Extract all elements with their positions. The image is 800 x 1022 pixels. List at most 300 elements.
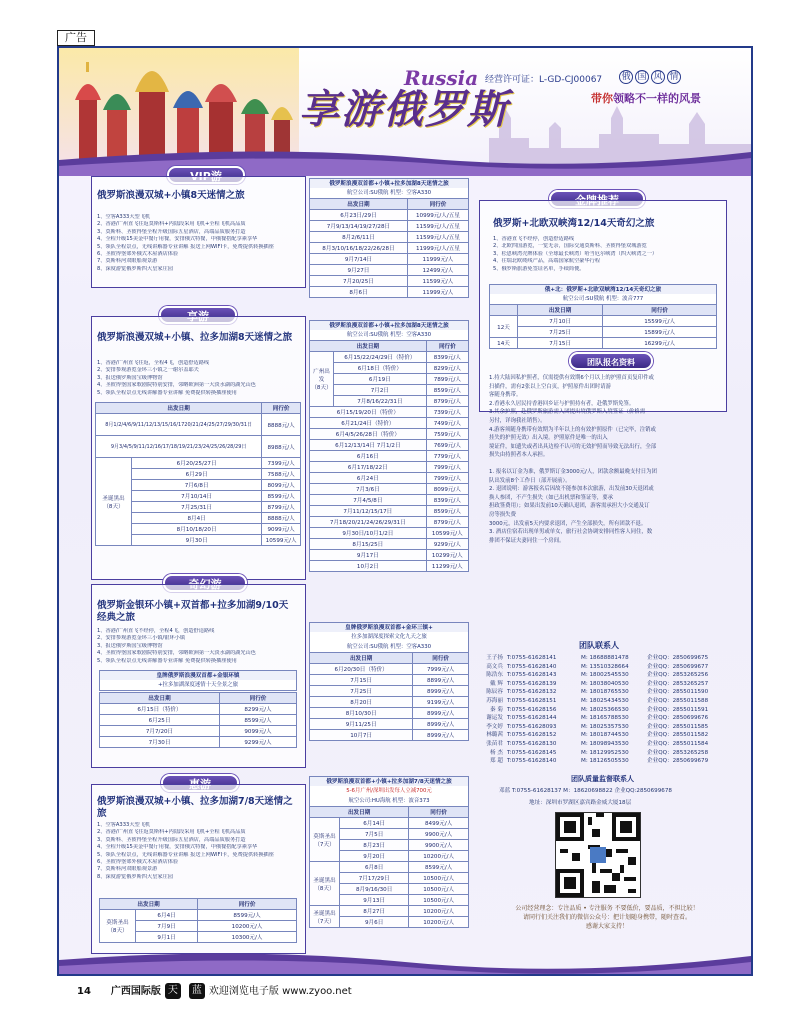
contact-row	[479, 680, 708, 689]
table-cell: 10200元/人	[409, 906, 469, 917]
qc-title: 团队质量监督联系人	[571, 775, 634, 783]
table-cell: 7月9日	[136, 921, 198, 932]
title-russia: Russia	[404, 66, 479, 90]
gold-bullets	[493, 236, 721, 273]
text-line: 客随身携带。	[489, 392, 522, 399]
text-line: M: 18025434530	[581, 697, 629, 704]
text-line: 2、安排参观游览金环三小镇/银环小镇	[97, 635, 186, 642]
table-cell: 9199元/人	[413, 697, 469, 708]
vip-title: 俄罗斯浪漫双城+小镇8天迷情之旅	[97, 190, 245, 201]
table-row	[310, 221, 469, 232]
text-line: 企业QQ：2850699677	[647, 663, 709, 670]
text-line: 4、圣彼得堡国家歌剧院特别安排，邻略欧洲第一大淡水湖的湖光山色	[97, 382, 256, 389]
advertisement-page	[57, 46, 753, 976]
qihuan-table-title: 皇牌俄罗斯浪漫双首都+金银环镇	[99, 670, 297, 682]
text-line: 3、报送俄罗斯国宝级博物馆	[97, 642, 163, 649]
table-row	[310, 550, 469, 561]
contact-row	[479, 740, 708, 749]
text-line: M: 18688881478	[581, 655, 629, 661]
license-number: 经营许可证：L-GD-CJ00067	[485, 75, 603, 85]
table-cell: 9099元/人	[262, 524, 301, 535]
table-cell: 8399元/人	[426, 495, 468, 506]
table-cell: 9月20日	[340, 851, 409, 862]
table-cell: 8月23日	[340, 840, 409, 851]
qihuan-price-table	[99, 692, 297, 748]
table-cell: 7588元/人	[262, 469, 301, 480]
text-line: T:0755-61628139	[507, 680, 557, 687]
table-cell: 6月16日	[310, 451, 427, 462]
text-line	[489, 460, 725, 468]
table-cell: 同行价	[198, 899, 297, 910]
table-cell: 6月4日	[136, 910, 198, 921]
text-line: M: 18129952530	[581, 749, 629, 756]
text-line: 1、香港/广州直飞不经停，全程4飞，创造舒适路线	[97, 628, 215, 634]
text-line: 企业QQ：2853265258	[647, 749, 709, 756]
text-line: M: 13510328664	[581, 663, 629, 670]
table-cell: 7月20/25日	[310, 276, 408, 287]
hui-bullets	[97, 822, 301, 881]
text-line: 陈浩东	[486, 672, 503, 679]
table-cell: 同行价	[426, 341, 468, 352]
table-cell: 7月7/20日	[100, 726, 220, 737]
table-cell: 8月15/25日	[310, 539, 427, 550]
text-line: 扫描件，需有2张以上空白页，护照原件出团时请游	[489, 383, 612, 390]
table-cell: 7月15日	[310, 675, 413, 686]
contact-row	[479, 663, 708, 672]
table-cell: 圣诞黑出 （8天）	[96, 458, 132, 546]
table-cell: 7月17/29日	[340, 873, 409, 884]
table-cell: 11599元/人	[407, 276, 468, 287]
vip-bullets	[97, 214, 301, 273]
text-line: 企业QQ：2855011584	[647, 740, 709, 747]
badge-char: 风	[651, 70, 665, 84]
table-cell: 7月2日	[334, 385, 427, 396]
text-line: T:0755-61628093	[507, 723, 557, 730]
text-line: T:0755-61628144	[507, 715, 557, 722]
table-cell: 7399元/人	[262, 458, 301, 469]
table-cell: 10299元/人	[426, 550, 468, 561]
table-cell: 11999元/人	[407, 287, 468, 298]
xiang-price-table	[95, 402, 301, 546]
table-cell: 9月17日	[310, 550, 427, 561]
table-cell: 11599元/人/五星	[407, 221, 468, 232]
table-cell: 8899元/人	[413, 675, 469, 686]
table-cell: 6月4/5/26/28日（特价）	[310, 429, 427, 440]
table-cell: 8月20日	[310, 697, 413, 708]
table-row	[310, 374, 469, 385]
table-cell: 10200元/人	[198, 921, 297, 932]
rt3-price-table	[309, 806, 469, 928]
table-cell: 8099元/人	[262, 480, 301, 491]
table-row	[310, 517, 469, 528]
table-cell: 8999元/人	[413, 730, 469, 741]
rt3-title: 俄罗斯浪漫双首都+小镇+拉多加湖7/8天迷情之旅	[309, 776, 469, 788]
table-row	[310, 363, 469, 374]
vip-table-sub: 航空公司:SU俄航 机型：空客A330	[309, 188, 469, 199]
website-link[interactable]: 欢迎浏览电子版 www.zyoo.net	[208, 986, 352, 997]
table-cell: 9月11/25日	[310, 719, 413, 730]
table-row	[310, 341, 469, 352]
bullet: 2、香港/广州直飞往返莫斯科+内陆段采用飞机+全程飞机高品质	[97, 221, 246, 228]
address: 地址：深圳市罗湖区嘉宾路金威大厦18层	[529, 800, 632, 806]
table-cell: 6月20/25/27日	[132, 458, 262, 469]
hui-price-table	[99, 898, 297, 943]
info-tag: 团队报名资料	[569, 352, 653, 370]
table-cell: 7月10/14日	[132, 491, 262, 502]
text-line: 1. 报名以订金为准，俄罗斯订金3000元/人，团款余额最晚支付日为团	[489, 468, 657, 475]
table-cell: 7月25/31日	[132, 502, 262, 513]
table-row	[310, 385, 469, 396]
table-row	[310, 462, 469, 473]
table-row	[490, 338, 717, 349]
bullet: 1、空客A333大型飞机	[97, 214, 151, 220]
table-cell: 同行价	[603, 305, 717, 316]
table-cell: 7月25日	[518, 327, 603, 338]
text-line: 4、全程升级15美金中餐厅用餐，安排俄式特餐，中俄餐搭配享素享华	[97, 844, 258, 851]
col-header: 出发日期	[310, 199, 408, 210]
table-row	[310, 199, 469, 210]
bullet: 6、圣彼得堡郊外俄式木屋酒店体验	[97, 251, 179, 258]
text-line: M: 18165788530	[581, 715, 629, 722]
text-line: 3. 酒店住宿若出现单男或单女，旅行社会协调安排同性客人同住，数	[489, 529, 653, 536]
table-row	[310, 473, 469, 484]
table-row	[310, 719, 469, 730]
text-line: 挂失的护照无效）出入境。护照原件是唯一的出入	[489, 435, 608, 442]
text-line: T:0755-61628143	[507, 672, 557, 679]
table-cell: 7月4/5/8日	[310, 495, 427, 506]
text-line: 李文婷	[486, 723, 503, 730]
table-row	[100, 704, 297, 715]
table-cell: 出发日期	[100, 693, 220, 704]
text-line: M: 18126505530	[581, 758, 629, 765]
table-cell: 8月4日	[132, 513, 262, 524]
text-line: T:0755-61628152	[507, 732, 557, 739]
logo-tian: 天	[165, 983, 181, 999]
gold-price-table	[489, 304, 717, 349]
table-cell: 7399元/人	[426, 407, 468, 418]
text-line: 郑 超	[490, 758, 503, 765]
bullet: 7、莫斯科河双眼船观景游	[97, 258, 158, 265]
table-cell: 8599元/人	[426, 506, 468, 517]
table-cell: 同行价	[413, 653, 469, 664]
table-cell: 9月13日	[340, 895, 409, 906]
text-line: M: 18002545530	[581, 672, 629, 679]
text-line: 戴 辉	[490, 680, 503, 687]
table-row	[100, 715, 297, 726]
ad-label: 广告	[57, 30, 95, 46]
table-cell: 8299元/人	[220, 704, 297, 715]
table-row	[310, 265, 469, 276]
gold-title: 俄罗斯+北欧双峡湾12/14天奇幻之旅	[493, 218, 655, 229]
table-cell: 11999元/人	[407, 254, 468, 265]
table-cell: 7月3/6日	[310, 484, 427, 495]
text-line: T:0755-61628151	[507, 697, 557, 704]
table-cell: 8599元/人	[426, 385, 468, 396]
text-line: 7、莫斯科河双眼船观景游	[97, 866, 158, 873]
table-cell: 8月10/30日	[310, 708, 413, 719]
text-line: 5、领队全程景点，无线讲解器专业讲解 报送上网WIFI卡，免费提供转换插座	[97, 851, 274, 858]
text-line: 企业QQ：2855011582	[647, 732, 709, 739]
text-line: 1、空客A333大型飞机	[97, 822, 151, 828]
table-row	[310, 862, 469, 873]
table-cell: 6月17/18/22日	[310, 462, 427, 473]
gold-table-title: 俄+北：俄罗斯+北欧双峡湾12/14天奇幻之旅	[489, 284, 717, 296]
table-cell: 7999元/人	[426, 462, 468, 473]
table-cell: 7499元/人	[426, 418, 468, 429]
table-cell: 8999元/人	[413, 708, 469, 719]
page-title: 享游俄罗斯	[299, 86, 509, 133]
table-cell: 10500元/人	[409, 884, 469, 895]
table-cell: 8499元/人	[409, 818, 469, 829]
table-row	[310, 686, 469, 697]
table-cell: 6月24日	[310, 473, 427, 484]
table-cell: 12499元/人	[407, 265, 468, 276]
table-row	[310, 730, 469, 741]
table-cell: 7999元/人	[413, 664, 469, 675]
rt3-title2: 5-6月广州/深圳出发每人立减700元	[309, 786, 469, 797]
table-row	[310, 528, 469, 539]
table-row	[310, 276, 469, 287]
table-row	[490, 327, 717, 338]
text-line: 林璐茜	[486, 732, 503, 739]
table-row	[310, 818, 469, 829]
table-cell: 16299元/人	[603, 338, 717, 349]
table-cell: 6月15/19/20日（特价）	[310, 407, 427, 418]
table-cell: 广州出发 （8天）	[310, 352, 334, 407]
table-row	[310, 407, 469, 418]
table-row	[310, 287, 469, 298]
badge-char: 情	[667, 70, 681, 84]
table-cell: 8999元/人	[413, 686, 469, 697]
table-row	[100, 693, 297, 704]
table-row	[310, 418, 469, 429]
qihuan-title: 俄罗斯金银环小镇+双首都+拉多加湖9/10天经典之旅	[97, 600, 289, 623]
text-line: 房等损失费	[489, 511, 516, 518]
table-cell: 7799元/人	[426, 451, 468, 462]
text-line: 企业QQ：2853265256	[647, 672, 709, 679]
text-line: 企业QQ：2853265257	[647, 680, 709, 687]
text-line: 队出发前8个工作日（部开展前）。	[489, 477, 571, 484]
badge-char: 俄	[619, 70, 633, 84]
table-cell: 8099元/人	[426, 484, 468, 495]
text-line: T:0755-61628156	[507, 706, 557, 713]
text-line: T:0755-61628132	[507, 689, 557, 696]
text-line: 5、领队全程景点无线讲解器专业讲解 免费提供转换插座使用	[97, 389, 237, 396]
table-row	[96, 436, 301, 458]
text-line: 5、俄罗斯旅游免签证名单，手续简便。	[493, 265, 585, 272]
table-cell: 6月21/24日（特价）	[310, 418, 427, 429]
table-cell: 7599元/人	[426, 429, 468, 440]
table-cell: 6月29日	[132, 469, 262, 480]
info-text	[489, 374, 725, 545]
table-row	[310, 484, 469, 495]
qc-contact: 邓蓝 T:0755-61628137 M：18620698822 企业QQ:2850699678	[499, 788, 672, 794]
text-line: 高文兵	[486, 663, 503, 670]
table-cell: 6月18日（特价）	[334, 363, 427, 374]
rt2-price-table	[309, 652, 469, 741]
company-motto: 公司经营理念：专注品质 • 专注服务 不要低价，要品质，不担比较！ 请同行们关注我们的微信公众号：把计划随身携带，随时查看。 感谢大家支持！	[515, 905, 699, 930]
text-line: 2. 退团说明：游客报名后因故不能参加本次旅游，出发前30天退团或	[489, 486, 654, 493]
text-line: 境证件，如遗失或者出具边检不认可的无效护照而导致无法出行，全部	[489, 443, 657, 450]
table-cell: 12天	[490, 316, 518, 338]
table-cell: 8999元/人	[413, 719, 469, 730]
table-cell: 8月3/10/16/18/22/26/28日	[310, 243, 408, 254]
table-cell: 7月6/8日	[132, 480, 262, 491]
text-line: 3000元，出发前5天内要求退团，产生全部损失，所有团款不退。	[489, 520, 647, 527]
table-cell: 7899元/人	[426, 374, 468, 385]
table-row	[310, 495, 469, 506]
table-cell: 6月15/22/24/29日（特价）	[334, 352, 427, 363]
table-row	[100, 899, 297, 910]
table-cell: 7月8/16/22/31日	[334, 396, 427, 407]
table-cell	[490, 305, 518, 316]
text-line: T:0755-61628140	[507, 663, 557, 670]
table-cell: 6月15日（特价）	[100, 704, 220, 715]
table-cell: 10200元/人	[409, 917, 469, 928]
text-line: M: 18038040530	[581, 680, 629, 687]
table-cell: 10599元/人	[262, 535, 301, 546]
text-line: 3、松恩峡湾壳牌体验（全球最长峡湾）哈当厄尔峡湾（四大峡湾之一）	[493, 250, 658, 257]
text-line: 张苗君	[486, 740, 503, 747]
page-number: 14	[77, 986, 91, 997]
table-row	[96, 414, 301, 436]
table-cell: 同行价	[409, 807, 469, 818]
table-cell: 9299元/人	[220, 737, 297, 748]
xiang-title: 俄罗斯浪漫双城+小镇、拉多加湖8天迷情之旅	[97, 332, 293, 343]
hui-title: 俄罗斯浪漫双城+小镇、拉多加湖7/8天迷情之旅	[97, 796, 293, 819]
text-line: 1、香港直飞不经停，创造舒适路线	[493, 236, 575, 242]
table-cell: 莫斯圣出 （8天）	[100, 910, 136, 943]
text-line: 4、圣彼得堡国家歌剧院特别安排，邻略欧洲第一大淡水湖的湖光山色	[97, 650, 256, 657]
table-cell: 9月6日	[340, 917, 409, 928]
contact-row	[479, 697, 708, 706]
table-cell: 8399元/人	[426, 352, 468, 363]
table-cell: 7月15日	[518, 338, 603, 349]
table-cell: 8799元/人	[426, 396, 468, 407]
bottom-wave-decoration	[59, 948, 751, 976]
table-row	[96, 403, 301, 414]
text-line: 企业QQ：2855011590	[647, 689, 709, 696]
text-line: 3、莫斯科、圣彼得堡全程升级国际五星酒店，高端品质服务打造	[97, 836, 246, 843]
contacts-list	[479, 654, 708, 766]
vip-price-table	[309, 198, 469, 298]
table-cell: 10500元/人	[409, 873, 469, 884]
table-row	[310, 906, 469, 917]
bullet: 4、全程升级15美金中餐厅用餐，安排俄式特餐，中俄餐搭配享素享华	[97, 236, 258, 243]
center-price-table	[309, 340, 469, 572]
national-style-badges	[619, 70, 683, 84]
rt2-sub: 航空公司:SU俄航 机型：空客A330	[309, 642, 469, 653]
text-line: 企业QQ：2850699676	[647, 715, 709, 722]
bullet: 3、莫斯科、圣彼得堡全程升级国际五星酒店，高端品质服务打造	[97, 228, 246, 235]
contact-row	[479, 731, 708, 740]
text-line: 8、深度游览俄罗斯四大皇家庄园	[97, 873, 173, 880]
table-cell: 6月14日	[340, 818, 409, 829]
text-line: 陈辰容	[486, 689, 503, 696]
contact-row	[479, 714, 708, 723]
table-cell: 8月27日	[340, 906, 409, 917]
slogan: 带你领略不一样的风景	[591, 92, 701, 105]
table-row	[310, 561, 469, 572]
table-cell: 14天	[490, 338, 518, 349]
contact-row	[479, 654, 708, 663]
text-line: T:0755-61628141	[507, 655, 557, 661]
text-line: 企业QQ：2855011585	[647, 723, 709, 730]
text-line: 6、圣彼得堡郊外俄式木屋酒店体验	[97, 859, 179, 866]
table-cell: 7月18/20/21/24/26/29/31日	[310, 517, 427, 528]
table-row	[310, 451, 469, 462]
text-line: T:0755-61628130	[507, 740, 557, 747]
text-line: M: 18098943530	[581, 740, 629, 747]
contact-row	[479, 706, 708, 715]
table-cell: 9月30日	[132, 535, 262, 546]
table-cell: 7月5日	[340, 829, 409, 840]
table-cell: 10月2日	[310, 561, 427, 572]
xiang-bullets	[97, 360, 301, 397]
text-line: 企业QQ：2855011588	[647, 697, 709, 704]
contact-row	[479, 688, 708, 697]
table-row	[490, 316, 717, 327]
table-cell: 9月7/14日	[310, 254, 408, 265]
table-cell: 7月30日	[100, 737, 220, 748]
table-cell: 10999元/人/五星	[407, 210, 468, 221]
table-row	[310, 675, 469, 686]
table-cell: 8988元/人	[262, 436, 301, 458]
text-line: M: 18025357530	[581, 723, 629, 730]
table-cell: 6月8日	[340, 862, 409, 873]
text-line: 苏海丽	[486, 697, 503, 704]
table-row	[96, 458, 301, 469]
table-cell: 8月1/2/4/6/9/11/12/13/15/16/1720/21/24/25/27/29/30/31日	[96, 414, 262, 436]
table-cell: 11299元/人	[426, 561, 468, 572]
table-row	[310, 697, 469, 708]
table-cell: 8599元/人	[409, 862, 469, 873]
table-cell: 8599元/人	[198, 910, 297, 921]
text-line: 杨 杰	[490, 749, 503, 756]
table-cell: 10500元/人	[409, 895, 469, 906]
center-table-title: 俄罗斯浪漫双首都+小镇+拉多加湖8天迷情之旅	[309, 320, 469, 332]
table-cell: 6月23日/29日	[310, 210, 408, 221]
text-line: 谢运发	[486, 715, 503, 722]
rt2-title2: 拉多加湖深度探索文化九天之旅	[309, 632, 469, 643]
table-cell: 9299元/人	[426, 539, 468, 550]
table-cell: 7月9/13/14/19/27/28日	[310, 221, 408, 232]
text-line: 损失由持照者本人承担。	[489, 452, 549, 459]
bullet: 5、领队全程景点，无线讲解器专业讲解 报送上网WIFI卡，免费提供转换插座	[97, 243, 274, 250]
qihuan-table-title2: +拉多加湖深度迷情十天全景之旅	[99, 680, 297, 691]
table-cell: 8599元/人	[220, 715, 297, 726]
text-line: 1、香港/广州直飞往返，全程4飞，创造舒适路线	[97, 360, 210, 366]
table-cell: 8月2/6/11日	[310, 232, 408, 243]
text-line: 企业QQ：2855011591	[647, 706, 709, 713]
table-row	[490, 305, 717, 316]
table-row	[100, 726, 297, 737]
text-line: 秦 菊	[490, 706, 503, 713]
table-row	[310, 429, 469, 440]
contacts-title: 团队联系人	[579, 641, 619, 650]
table-row	[310, 243, 469, 254]
table-row	[100, 737, 297, 748]
table-row	[310, 506, 469, 517]
vip-table-title: 俄罗斯浪漫双首都+小镇+拉多加湖8天迷情之旅	[309, 178, 469, 190]
text-line: 换人参团，不产生损失（如已出机票和签证等，要承	[489, 494, 613, 501]
table-row	[310, 232, 469, 243]
table-cell: 8599元/人	[262, 491, 301, 502]
table-cell: 出发日期	[310, 653, 413, 664]
text-line: T:0755-61628140	[507, 758, 557, 765]
text-line: T:0755-61628145	[507, 749, 557, 756]
table-cell: 8888元/人	[262, 414, 301, 436]
